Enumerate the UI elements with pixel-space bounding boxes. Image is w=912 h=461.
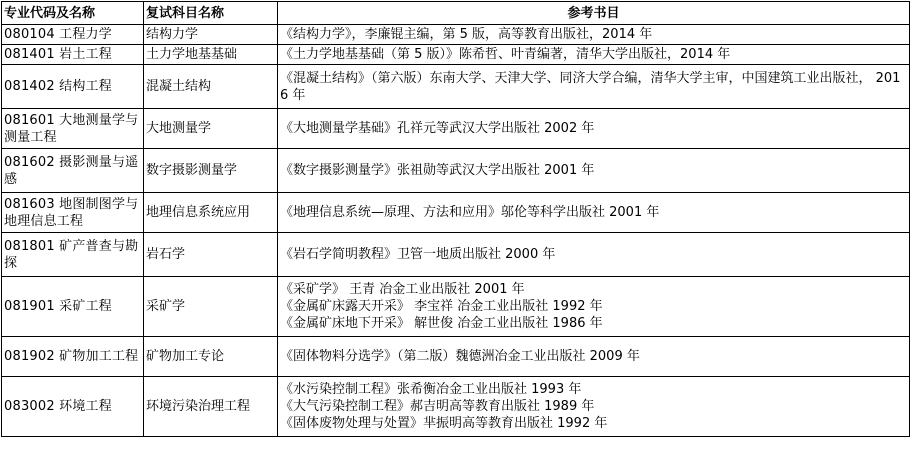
books-cell	[278, 233, 910, 277]
table-row	[2, 233, 910, 277]
book-entry: 《水污染控制工程》张希衡冶金工业出版社 1993 年	[280, 382, 582, 397]
header-subject: 复试科目名称	[144, 2, 278, 25]
major-cell: 081801 矿产普查与勘探	[2, 233, 144, 277]
table-row	[2, 45, 910, 65]
books-cell	[278, 277, 910, 337]
reference-books-table	[1, 1, 910, 437]
book-entry: 《混凝土结构》（第六版）东南大学、天津大学、同济大学合编，清华大学主审，中国建筑工业出版社， 2016 年	[280, 70, 901, 103]
book-entry: 《结构力学》，李廉锟主编，第 5 版，高等教育出版社，2014 年	[280, 27, 653, 42]
book-entry: 《土力学地基基础（第 5 版）》陈希哲、叶青编著，清华大学出版社，2014 年	[280, 47, 731, 62]
major-cell: 081602 摄影测量与遥感	[2, 149, 144, 193]
major-cell: 081401 岩土工程	[2, 45, 144, 65]
book-entry: 《金属矿床露天开采》 李宝祥 冶金工业出版社 1992 年	[280, 299, 603, 314]
header-books: 参考书目	[278, 2, 910, 25]
subject-cell: 地理信息系统应用	[144, 193, 278, 233]
book-entry: 《大气污染控制工程》郝吉明高等教育出版社 1989 年	[280, 399, 595, 414]
subject-cell: 矿物加工专论	[144, 337, 278, 377]
subject-cell: 数字摄影测量学	[144, 149, 278, 193]
books-cell	[278, 377, 910, 437]
table-row	[2, 337, 910, 377]
subject-cell: 大地测量学	[144, 109, 278, 149]
major-cell: 083002 环境工程	[2, 377, 144, 437]
book-entry: 《大地测量学基础》孔祥元等武汉大学出版社 2002 年	[280, 121, 595, 136]
table-row	[2, 65, 910, 109]
major-cell: 081902 矿物加工工程	[2, 337, 144, 377]
books-cell	[278, 149, 910, 193]
subject-cell: 采矿学	[144, 277, 278, 337]
subject-cell: 混凝土结构	[144, 65, 278, 109]
book-entry: 《岩石学简明教程》卫管一地质出版社 2000 年	[280, 247, 556, 262]
subject-cell: 岩石学	[144, 233, 278, 277]
table-row	[2, 377, 910, 437]
books-cell	[278, 193, 910, 233]
books-cell	[278, 25, 910, 45]
book-entry: 《金属矿床地下开采》 解世俊 冶金工业出版社 1986 年	[280, 316, 603, 331]
subject-cell: 环境污染治理工程	[144, 377, 278, 437]
major-cell: 081603 地图制图学与地理信息工程	[2, 193, 144, 233]
books-cell	[278, 337, 910, 377]
book-entry: 《固体废物处理与处置》芈振明高等教育出版社 1992 年	[280, 416, 608, 431]
major-cell: 081901 采矿工程	[2, 277, 144, 337]
book-entry: 《固体物料分选学》（第二版）魏德洲冶金工业出版社 2009 年	[280, 349, 640, 364]
table-row	[2, 193, 910, 233]
subject-cell: 土力学地基基础	[144, 45, 278, 65]
book-entry: 《数字摄影测量学》张祖勋等武汉大学出版社 2001 年	[280, 163, 595, 178]
books-cell	[278, 109, 910, 149]
major-cell: 081402 结构工程	[2, 65, 144, 109]
books-cell	[278, 45, 910, 65]
book-entry: 《采矿学》 王青 冶金工业出版社 2001 年	[280, 282, 525, 297]
major-cell: 081601 大地测量学与测量工程	[2, 109, 144, 149]
header-major: 专业代码及名称	[2, 2, 144, 25]
major-cell: 080104 工程力学	[2, 25, 144, 45]
table-row	[2, 109, 910, 149]
subject-cell: 结构力学	[144, 25, 278, 45]
books-cell	[278, 65, 910, 109]
table-row	[2, 25, 910, 45]
book-entry: 《地理信息系统—原理、方法和应用》邬伦等科学出版社 2001 年	[280, 205, 660, 220]
table-row	[2, 149, 910, 193]
table-row	[2, 277, 910, 337]
header-row	[2, 2, 910, 25]
